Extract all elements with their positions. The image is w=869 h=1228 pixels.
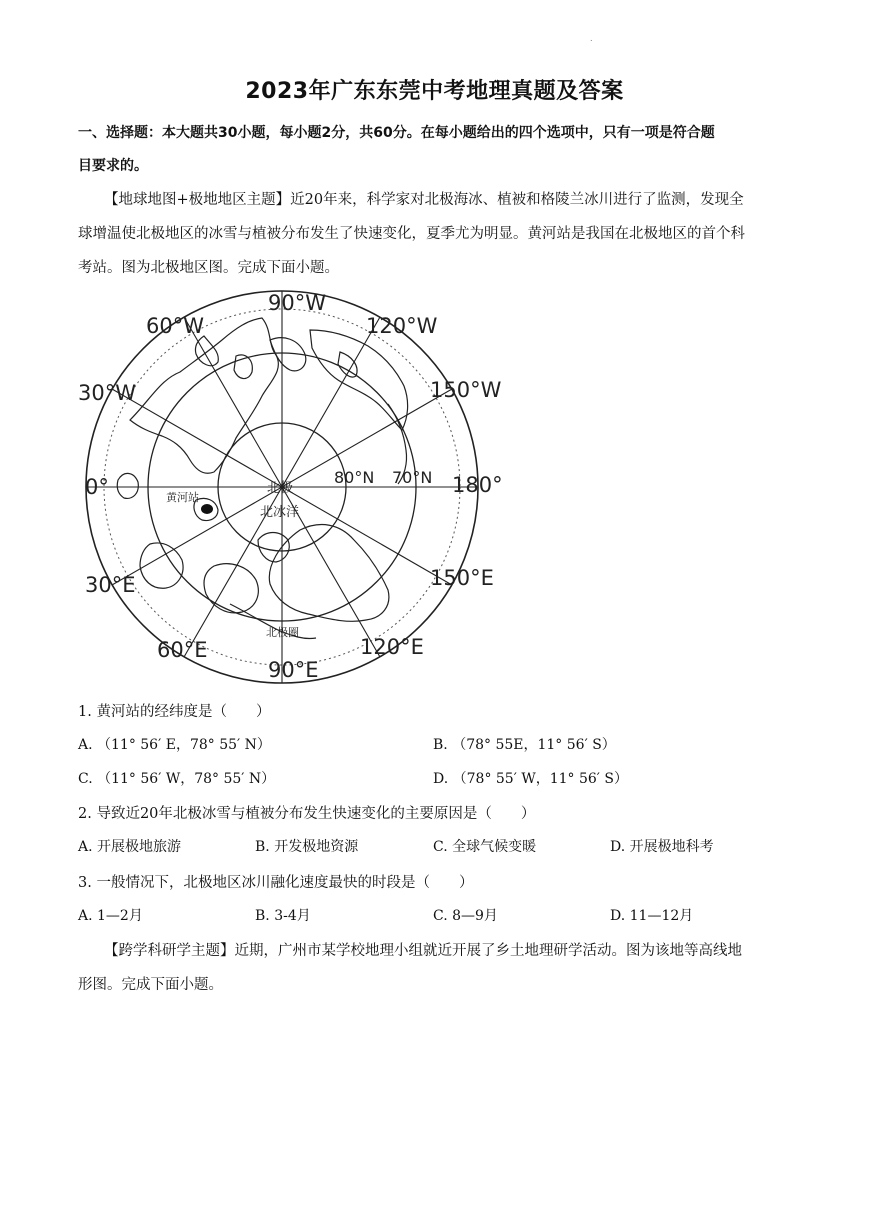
intro-1-line-1: 【地球地图+极地地区主题】近20年来，科学家对北极海冰、植被和格陵兰冰川进行了监测，发现全 — [104, 192, 744, 208]
label-huanghe-station: 黄河站 — [166, 491, 199, 504]
label-90w: 90°W — [268, 291, 326, 315]
label-north-pole: 北极 — [267, 481, 294, 496]
header-dot: . — [590, 34, 593, 43]
question-2-option-b: B. 开发极地资源 — [255, 839, 359, 855]
label-arctic-ocean: 北冰洋 — [260, 505, 300, 520]
label-30e: 30°E — [85, 573, 136, 597]
question-1-stem: 1. 黄河站的经纬度是（ ） — [78, 704, 271, 720]
question-3-stem: 3. 一般情况下，北极地区冰川融化速度最快的时段是（ ） — [78, 875, 474, 891]
label-180: 180° — [452, 473, 503, 497]
label-120e: 120°E — [360, 635, 424, 659]
label-150w: 150°W — [430, 378, 502, 402]
label-60w: 60°W — [146, 314, 204, 338]
question-3-option-d: D. 11—12月 — [610, 908, 694, 924]
intro-2-line-2: 形图。完成下面小题。 — [78, 977, 223, 993]
question-2-option-a: A. 开展极地旅游 — [78, 839, 182, 855]
question-2-option-c: C. 全球气候变暖 — [433, 839, 537, 855]
intro-1-line-3: 考站。图为北极地区图。完成下面小题。 — [78, 260, 339, 276]
question-3-option-c: C. 8—9月 — [433, 908, 498, 924]
section-heading-line-2: 目要求的。 — [78, 158, 148, 174]
question-1-option-d: D. （78° 55′ W，11° 56′ S） — [433, 771, 629, 787]
label-60e: 60°E — [157, 638, 208, 662]
label-30w: 30°W — [78, 381, 136, 405]
question-2-stem: 2. 导致近20年北极冰雪与植被分布发生快速变化的主要原因是（ ） — [78, 806, 536, 822]
question-1-option-b: B. （78° 55E，11° 56′ S） — [433, 737, 616, 753]
intro-1-line-2: 球增温使北极地区的冰雪与植被分布发生了快速变化，夏季尤为明显。黄河站是我国在北极地区的首个科 — [78, 226, 745, 242]
huanghe-station-marker — [201, 504, 213, 514]
page-title: 2023年广东东莞中考地理真题及答案 — [245, 79, 624, 104]
question-3-option-a: A. 1—2月 — [78, 908, 143, 924]
label-0: 0° — [85, 475, 109, 499]
question-2-option-d: D. 开展极地科考 — [610, 839, 714, 855]
label-80n: 80°N — [334, 468, 375, 487]
question-1-option-c: C. （11° 56′ W，78° 55′ N） — [78, 771, 276, 787]
question-1-option-a: A. （11° 56′ E，78° 55′ N） — [78, 737, 271, 753]
label-120w: 120°W — [366, 314, 438, 338]
label-arctic-circle: 北极圈 — [266, 626, 299, 639]
question-3-option-b: B. 3-4月 — [255, 908, 311, 924]
label-150e: 150°E — [430, 566, 494, 590]
intro-2-line-1: 【跨学科研学主题】近期，广州市某学校地理小组就近开展了乡土地理研学活动。图为该地等高线地 — [104, 943, 742, 959]
label-90e: 90°E — [268, 658, 319, 682]
section-heading-line-1: 一、选择题：本大题共30小题，每小题2分，共60分。在每小题给出的四个选项中，只有一项是符合题 — [78, 125, 715, 141]
label-70n: 70°N — [392, 468, 433, 487]
